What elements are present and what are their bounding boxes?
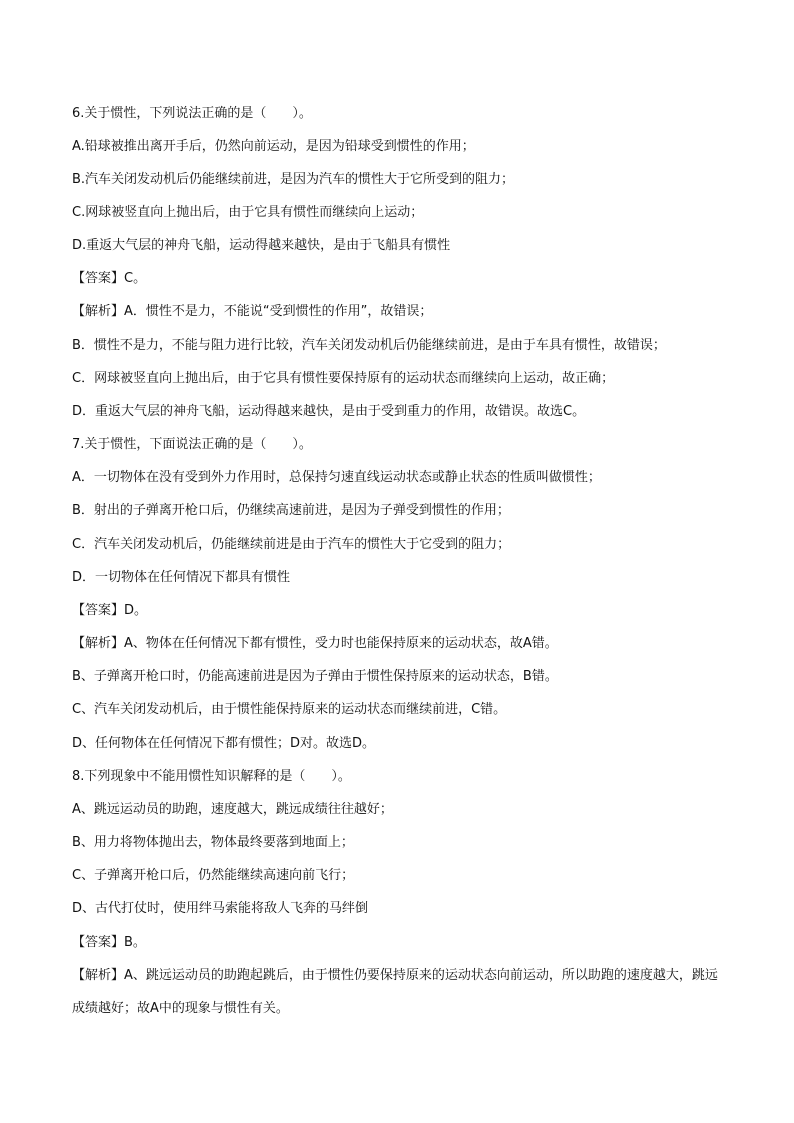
question-7-explanation-a: 【解析】A、物体在任何情况下都有惯性，受力时也能保持原来的运动状态，故A错。 <box>72 636 558 651</box>
question-7-option-a: A．一切物体在没有受到外力作用时，总保持匀速直线运动状态或静止状态的性质叫做惯性； <box>72 470 601 485</box>
question-8-option-c: C、子弹离开枪口后，仍然能继续高速向前飞行； <box>72 868 355 883</box>
question-7-option-b: B．射出的子弹离开枪口后，仍继续高速前进，是因为子弹受到惯性的作用； <box>72 503 510 518</box>
question-7-explanation-b: B、子弹离开枪口时，仍能高速前进是因为子弹由于惯性保持原来的运动状态，B错。 <box>72 669 558 684</box>
question-6-explanation-a: 【解析】A．惯性不是力，不能说“受到惯性的作用”，故错误； <box>72 304 433 319</box>
question-7-option-c: C．汽车关闭发动机后，仍能继续前进是由于汽车的惯性大于它受到的阻力； <box>72 537 511 552</box>
question-7-explanation-d: D、任何物体在任何情况下都有惯性；D对。故选D。 <box>72 736 376 751</box>
question-7-explanation-c: C、汽车关闭发动机后，由于惯性能保持原来的运动状态而继续前进，C错。 <box>72 702 507 717</box>
question-8-option-a: A、跳远运动员的助跑，速度越大，跳远成绩往往越好； <box>72 802 393 817</box>
question-6-option-c: C.网球被竖直向上抛出后，由于它具有惯性而继续向上运动； <box>72 205 424 220</box>
question-6-option-d: D.重返大气层的神舟飞船，运动得越来越快，是由于飞船具有惯性 <box>72 238 451 253</box>
question-6-answer: 【答案】C。 <box>72 271 147 286</box>
question-8-answer: 【答案】B。 <box>72 935 146 950</box>
question-8-option-b: B、用力将物体抛出去，物体最终要落到地面上； <box>72 835 354 850</box>
question-8-option-d: D、古代打仗时，使用绊马索能将敌人飞奔的马绊倒 <box>72 901 369 916</box>
question-6-stem: 6.关于惯性，下列说法正确的是（ ）。 <box>72 106 312 121</box>
question-8-stem: 8.下列现象中不能用惯性知识解释的是（ ）。 <box>72 769 351 784</box>
question-6-explanation-c: C．网球被竖直向上抛出后，由于它具有惯性要保持原有的运动状态而继续向上运动，故正确； <box>72 371 615 386</box>
question-6-option-b: B.汽车关闭发动机后仍能继续前进，是因为汽车的惯性大于它所受到的阻力； <box>72 172 515 187</box>
question-6-explanation-b: B．惯性不是力，不能与阻力进行比较，汽车关闭发动机后仍能继续前进，是由于车具有惯性，故错误； <box>72 338 666 353</box>
question-6-explanation-d: D．重返大气层的神舟飞船，运动得越来越快，是由于受到重力的作用，故错误。故选C。 <box>72 404 586 419</box>
question-7-option-d: D．一切物体在任何情况下都具有惯性 <box>72 570 291 585</box>
question-7-stem: 7.关于惯性，下面说法正确的是（ ）。 <box>72 437 312 452</box>
question-8-explanation: 【解析】A、跳远运动员的助跑起跳后，由于惯性仍要保持原来的运动状态向前运动，所以助跑的速度越大，跳远成绩越好；故A中的现象与惯性有关。 <box>72 968 718 1016</box>
question-7-answer: 【答案】D。 <box>72 603 148 618</box>
question-6-option-a: A.铅球被推出离开手后，仍然向前运动，是因为铅球受到惯性的作用； <box>72 139 475 154</box>
